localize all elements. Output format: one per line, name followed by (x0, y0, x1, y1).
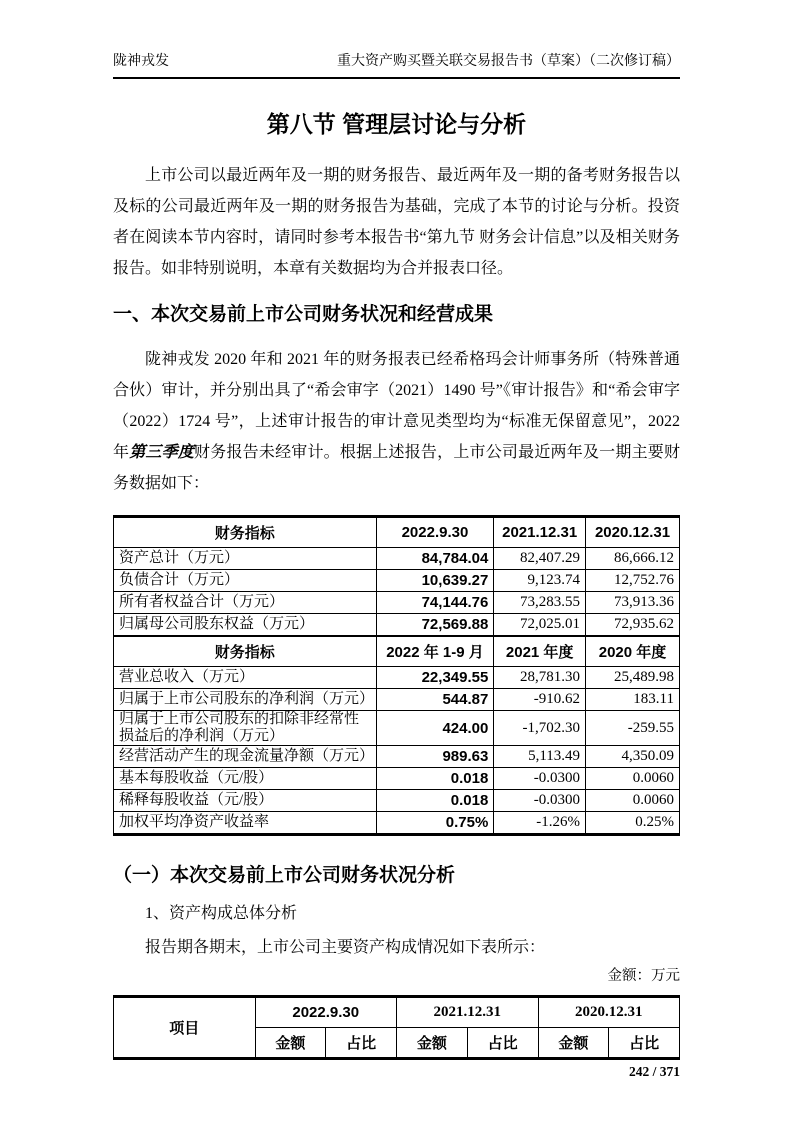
value-2022: 72,569.88 (376, 614, 494, 637)
lead-paragraph: 报告期各期末，上市公司主要资产构成情况如下表所示： (145, 939, 546, 956)
value-2020: 0.0060 (586, 790, 680, 812)
intro-paragraph: 上市公司以最近两年及一期的财务报告、最近两年及一期的备考财务报告以及标的公司最近两年及一期的财务报告为基础，完成了本节的讨论与分析。投资者在阅读本节内容时，请同时参考本报告书“第九节 财务会计信息”以及相关财务报告。如非特别说明，本章有关数据均为合并报表口径。 (113, 167, 680, 277)
value-2021: -910.62 (494, 689, 586, 711)
value-2021: 28,781.30 (494, 667, 586, 689)
value-2020: -259.55 (586, 711, 680, 746)
table-row (114, 746, 680, 768)
balance-header-row (114, 517, 680, 548)
row-label: 所有者权益合计（万元） (114, 592, 377, 614)
column-header-ratio: 占比 (609, 1028, 680, 1059)
column-header-amount: 金额 (397, 1028, 468, 1059)
row-label: 营业总收入（万元） (114, 667, 377, 689)
row-label: 负债合计（万元） (114, 570, 377, 592)
row-label: 归属于上市公司股东的净利润（万元） (114, 689, 377, 711)
column-header-2021-fy: 2021 年度 (494, 636, 586, 667)
table-row (114, 768, 680, 790)
value-2022: 989.63 (376, 746, 494, 768)
unit-note: 金额：万元 (607, 968, 680, 984)
page-number: 242 / 371 (628, 1064, 680, 1079)
row-label: 归属母公司股东权益（万元） (114, 614, 377, 637)
table-row (114, 790, 680, 812)
value-2021: 5,113.49 (494, 746, 586, 768)
row-label: 归属于上市公司股东的扣除非经常性损益后的净利润（万元） (114, 711, 377, 746)
audit-paragraph (113, 344, 680, 499)
value-2022: 0.018 (376, 790, 494, 812)
column-header-2022-1-9: 2022 年 1-9 月 (376, 636, 494, 667)
table-row (114, 711, 680, 746)
point-heading: 1、资产构成总体分析 (145, 905, 298, 922)
value-2021: 9,123.74 (494, 570, 586, 592)
value-2021: -0.0300 (494, 768, 586, 790)
column-header-indicator: 财务指标 (114, 517, 377, 548)
table-row (114, 548, 680, 570)
subsection-heading: （一）本次交易前上市公司财务状况分析 (113, 865, 456, 886)
value-2022: 544.87 (376, 689, 494, 711)
column-header-2022-09-30: 2022.9.30 (376, 517, 494, 548)
value-2021: 82,407.29 (494, 548, 586, 570)
key-financials-table (113, 515, 680, 836)
column-header-amount: 金额 (538, 1028, 609, 1059)
table-row (114, 667, 680, 689)
period-header-2020: 2020.12.31 (538, 997, 680, 1028)
income-header-row (114, 636, 680, 667)
column-header-2020-12-31: 2020.12.31 (586, 517, 680, 548)
table-row (114, 592, 680, 614)
value-2021: -1,702.30 (494, 711, 586, 746)
value-2022: 74,144.76 (376, 592, 494, 614)
table-row (114, 570, 680, 592)
value-2022: 424.00 (376, 711, 494, 746)
value-2021: 72,025.01 (494, 614, 586, 637)
row-label: 经营活动产生的现金流量净额（万元） (114, 746, 377, 768)
table-row (114, 812, 680, 835)
audit-paragraph-start: 陇神戎发 2020 年和 2021 年的财务报表已经希格玛会计师事务所（特殊普通合伙）审计，并分别出具了“希会审字（2021）1490 号”《审计报告》和“希会审字（2022）1724 号”，上述审计报告的审计意见类型均为“标准无保留意见”，2022 年 (113, 351, 680, 461)
asset-composition-table (113, 995, 680, 1060)
column-header-indicator: 财务指标 (114, 636, 377, 667)
value-2022: 0.75% (376, 812, 494, 835)
period-header-2022: 2022.9.30 (255, 997, 397, 1028)
value-2020: 0.0060 (586, 768, 680, 790)
value-2022: 0.018 (376, 768, 494, 790)
table-row (114, 689, 680, 711)
row-label: 稀释每股收益（元/股） (114, 790, 377, 812)
audit-paragraph-end: 财务报告未经审计。根据上述报告，上市公司最近两年及一期主要财务数据如下： (113, 444, 680, 492)
row-label: 资产总计（万元） (114, 548, 377, 570)
audit-paragraph-emphasis: 第三季度 (129, 444, 195, 461)
value-2020: 183.11 (586, 689, 680, 711)
column-header-amount: 金额 (255, 1028, 326, 1059)
chapter-title: 第八节 管理层讨论与分析 (266, 111, 527, 137)
column-header-2021-12-31: 2021.12.31 (494, 517, 586, 548)
column-header-ratio: 占比 (326, 1028, 397, 1059)
value-2020: 86,666.12 (586, 548, 680, 570)
value-2022: 22,349.55 (376, 667, 494, 689)
document-page (113, 0, 680, 1080)
column-header-item: 项目 (114, 997, 256, 1059)
value-2021: 73,283.55 (494, 592, 586, 614)
table-row (114, 614, 680, 637)
value-2020: 0.25% (586, 812, 680, 835)
value-2022: 84,784.04 (376, 548, 494, 570)
row-label: 基本每股收益（元/股） (114, 768, 377, 790)
column-header-ratio: 占比 (467, 1028, 538, 1059)
value-2021: -0.0300 (494, 790, 586, 812)
value-2021: -1.26% (494, 812, 586, 835)
assets-header-row-periods (114, 997, 680, 1028)
value-2020: 25,489.98 (586, 667, 680, 689)
page-header-company: 陇神戎发 (113, 54, 169, 69)
page-header-doc-title: 重大资产购买暨关联交易报告书（草案）（二次修订稿） (337, 54, 680, 69)
value-2020: 4,350.09 (586, 746, 680, 768)
section-heading: 一、本次交易前上市公司财务状况和经营成果 (113, 304, 494, 325)
value-2022: 10,639.27 (376, 570, 494, 592)
column-header-2020-fy: 2020 年度 (586, 636, 680, 667)
row-label: 加权平均净资产收益率 (114, 812, 377, 835)
period-header-2021: 2021.12.31 (397, 997, 539, 1028)
value-2020: 12,752.76 (586, 570, 680, 592)
page-header (113, 0, 680, 79)
value-2020: 73,913.36 (586, 592, 680, 614)
value-2020: 72,935.62 (586, 614, 680, 637)
